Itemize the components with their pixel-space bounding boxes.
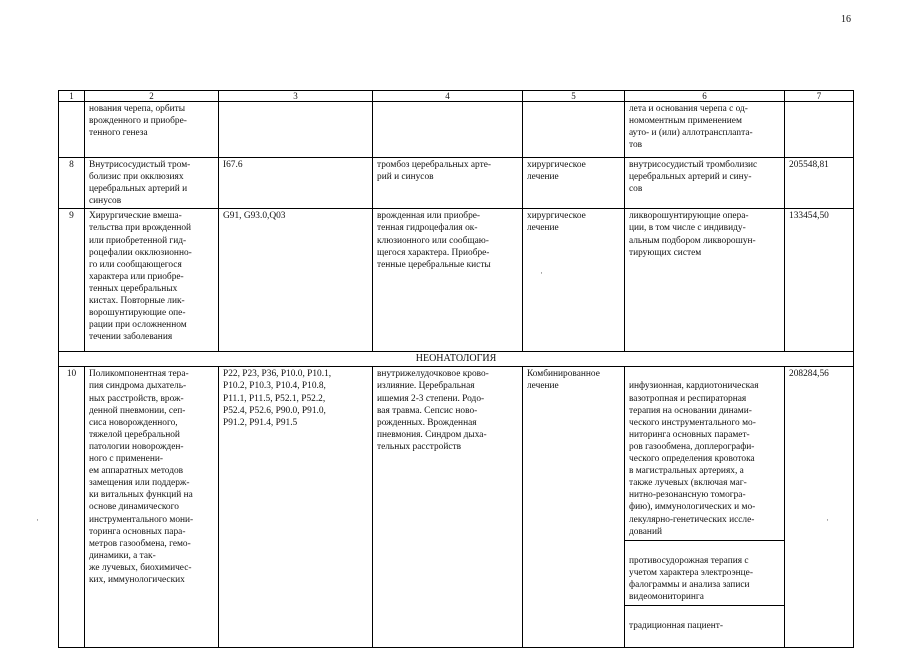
icd-codes [219, 102, 373, 158]
table-row [59, 209, 854, 352]
row-number: 9 [59, 209, 85, 352]
scan-speck: · [540, 268, 543, 278]
treatment-type: хирургическое лечение [523, 158, 625, 209]
patient-model [373, 102, 523, 158]
cost-value: 205548,81 [785, 158, 854, 209]
service-name: нования черепа, орбиты врожденного и приобре- тенного генеза [85, 102, 219, 158]
cost-value [785, 102, 854, 158]
column-number-3: 3 [219, 91, 373, 102]
medical-services-table [58, 90, 854, 648]
table-row [59, 158, 854, 209]
icd-codes: I67.6 [219, 158, 373, 209]
patient-model: внутрижелудочковое крово- излияние. Церебральная ишемия 2-3 степени. Родо- вая травма. Сепсис ново- рожденных. Врожденная пневмония. Синдром дыха- тельных расстройств [373, 367, 523, 648]
treatment-type [523, 102, 625, 158]
icd-codes: G91, G93.0,Q03 [219, 209, 373, 352]
treatment-method: лета и основания черепа с од- номоментным применением ауто- и (или) аллотрансплanта- тов [625, 102, 785, 158]
row-number [59, 102, 85, 158]
column-number-5: 5 [523, 91, 625, 102]
treatment-type: хирургическое лечение [523, 209, 625, 352]
page-number: 16 [841, 14, 851, 25]
treatment-method: внутрисосудистый тромболизис церебральных артерий и сину- сов [625, 158, 785, 209]
column-number-2: 2 [85, 91, 219, 102]
cost-value: 133454,50 [785, 209, 854, 352]
treatment-type: Комбинированное лечение [523, 367, 625, 648]
section-header-row [59, 352, 854, 367]
section-title: НЕОНАТОЛОГИЯ [59, 352, 854, 367]
column-number-4: 4 [373, 91, 523, 102]
scan-speck: · [826, 515, 829, 525]
scan-speck: · [36, 515, 39, 525]
patient-model: врожденная или приобре- тенная гидроцефалия ок- клюзионного или сообщаю- щегося характера. Приобре- тенные церебральные кисты [373, 209, 523, 352]
treatment-method: противосудорожная терапия с учетом характера электроэнце- фалограммы и анализа записи видеомониторинга [625, 553, 784, 606]
row-number: 10 [59, 367, 85, 648]
treatment-method: традиционная пациент- [629, 621, 724, 632]
column-number-6: 6 [625, 91, 785, 102]
treatment-method: ликворошунтирующие опера- ции, в том числе с индивиду- альным подбором ликворошун- тирующих систем [625, 209, 785, 352]
treatment-methods [625, 367, 785, 648]
service-name: Хирургические вмеша- тельства при врожденной или приобретенной гид- роцефалии окклюзионно- го или сообщающегося характера или приобре- тенных церебральных кистах. Повторные лик- ворошунтирующие опе- рации при осложненном течении заболевания [85, 209, 219, 352]
service-name: Внутрисосудистый тром- болизис при окклюзиях церебральных артерий и синусов [85, 158, 219, 209]
patient-model: тромбоз церебральных арте- рий и синусов [373, 158, 523, 209]
treatment-method: инфузионная, кардиотоническая вазотропная и респираторная терапия на основании динами- ческого инструментального мо- ниторинга основных парамет- ров газообмена, доплерографи- ческого определения кровотока в магистральных артериях, а также лучевых (включая маг- нитно-резонансную томогра- фию), иммунологических и мо- лекулярно-генетических иссле- дований [625, 380, 784, 540]
table-row [59, 367, 854, 648]
row-number: 8 [59, 158, 85, 209]
cost-value: 208284,56 [785, 367, 854, 648]
table-row [59, 102, 854, 158]
icd-codes: P22, P23, P36, P10.0, P10.1, P10.2, P10.3, P10.4, P10.8, P11.1, P11.5, P52.1, P52.2, P52.4, P52.6, P90.0, P91.0, P91.2, P91.4, P91.5 [219, 367, 373, 648]
service-name: Поликомпонентная тера- пия синдрома дыхатель- ных расстройств, врож- денной пневмонии, сеп- сиса новорожденного, тяжелой церебральной патологии новорожден- ного с применени- ем аппаратных методов замещения или поддерж- ки витальных функций на основе динамического инструментального мони- торинга основных пара- метров газообмена, гемо- динамики, а так- же лучевых, биохимичес- ких, иммунологических [85, 367, 219, 648]
column-number-1: 1 [59, 91, 85, 102]
column-number-7: 7 [785, 91, 854, 102]
column-number-header-row [59, 91, 854, 102]
